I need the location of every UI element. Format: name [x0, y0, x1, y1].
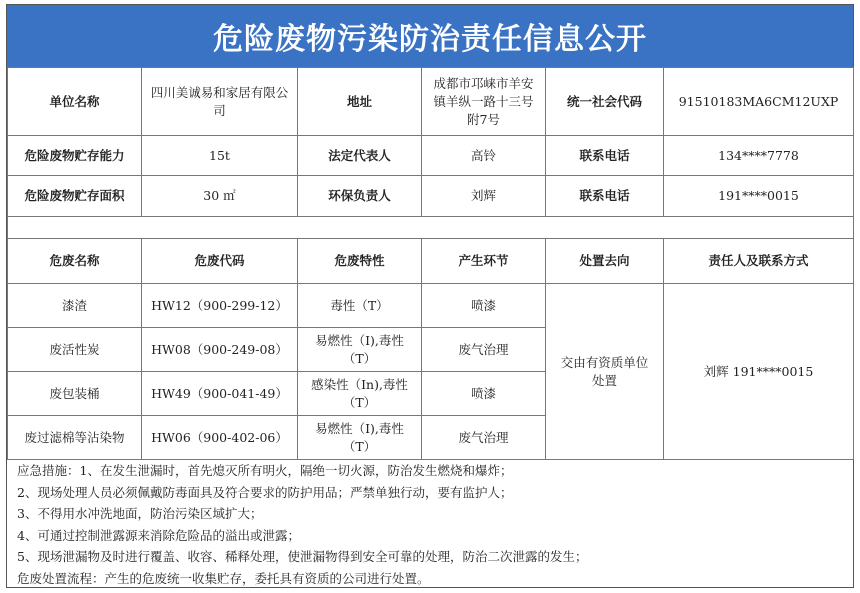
storage-area-value: 30 ㎡	[142, 176, 298, 217]
source-stage: 废气治理	[422, 328, 546, 372]
phone-label: 联系电话	[546, 136, 664, 176]
waste-code: HW06（900-402-06）	[142, 416, 298, 460]
source-stage: 废气治理	[422, 416, 546, 460]
note-line: 危废处置流程：产生的危废统一收集贮存，委托具有资质的公司进行处置。	[17, 570, 430, 586]
header-disposal: 处置去向	[546, 239, 664, 284]
header-waste-property: 危废特性	[298, 239, 422, 284]
storage-capacity-label: 危险废物贮存能力	[8, 136, 142, 176]
header-waste-name: 危废名称	[8, 239, 142, 284]
legal-rep-label: 法定代表人	[298, 136, 422, 176]
table-row	[8, 136, 854, 176]
note-line: 5、现场泄漏物及时进行覆盖、收容、稀释处理，使泄漏物得到安全可靠的处理，防治二次泄露的发生；	[17, 549, 588, 564]
waste-name: 废过滤棉等沾染物	[8, 416, 142, 460]
waste-property: 感染性（In),毒性（T）	[298, 372, 422, 416]
unit-name-label: 单位名称	[8, 68, 142, 136]
table-row	[8, 284, 854, 328]
waste-property: 易燃性（I),毒性（T）	[298, 328, 422, 372]
header-source-stage: 产生环节	[422, 239, 546, 284]
address-value: 成都市邛崃市羊安镇羊纵一路十三号附7号	[422, 68, 546, 136]
table-row	[8, 68, 854, 136]
note-line: 4、可通过控制泄露源来消除危险品的溢出或泄露；	[17, 527, 300, 543]
waste-name: 废包装桶	[8, 372, 142, 416]
waste-property: 毒性（T）	[298, 284, 422, 328]
note-line: 3、不得用水冲洗地面，防治污染区域扩大；	[17, 506, 263, 521]
source-stage: 喷漆	[422, 372, 546, 416]
storage-area-label: 危险废物贮存面积	[8, 176, 142, 217]
waste-header-row	[8, 239, 854, 284]
table-row	[8, 176, 854, 217]
legal-rep-value: 高铃	[422, 136, 546, 176]
spacer-row	[8, 217, 854, 239]
env-manager-label: 环保负责人	[298, 176, 422, 217]
emergency-notes	[7, 454, 853, 587]
waste-name: 漆渣	[8, 284, 142, 328]
disposal-destination: 交由有资质单位处置	[546, 284, 664, 460]
address-label: 地址	[298, 68, 422, 136]
waste-property: 易燃性（I),毒性（T）	[298, 416, 422, 460]
waste-code: HW08（900-249-08）	[142, 328, 298, 372]
page-title: 危险废物污染防治责任信息公开	[7, 5, 853, 67]
note-line: 应急措施：1、在发生泄漏时，首先熄灭所有明火，隔绝一切火源，防治发生燃烧和爆炸；	[17, 463, 513, 478]
disclosure-board	[6, 4, 854, 588]
header-waste-code: 危废代码	[142, 239, 298, 284]
waste-code: HW12（900-299-12）	[142, 284, 298, 328]
header-contact: 责任人及联系方式	[664, 239, 854, 284]
spacer-cell	[8, 217, 854, 239]
waste-name: 废活性炭	[8, 328, 142, 372]
storage-capacity-value: 15t	[142, 136, 298, 176]
info-table	[7, 67, 854, 460]
phone-value: 191****0015	[664, 176, 854, 217]
waste-code: HW49（900-041-49）	[142, 372, 298, 416]
credit-code-value: 91510183MA6CM12UXP	[664, 68, 854, 136]
responsible-contact: 刘辉 191****0015	[664, 284, 854, 460]
phone-value: 134****7778	[664, 136, 854, 176]
unit-name-value: 四川美诚易和家居有限公司	[142, 68, 298, 136]
credit-code-label: 统一社会代码	[546, 68, 664, 136]
env-manager-value: 刘辉	[422, 176, 546, 217]
phone-label: 联系电话	[546, 176, 664, 217]
note-line: 2、现场处理人员必须佩戴防毒面具及符合要求的防护用品；严禁单独行动，要有监护人；	[17, 484, 513, 500]
source-stage: 喷漆	[422, 284, 546, 328]
